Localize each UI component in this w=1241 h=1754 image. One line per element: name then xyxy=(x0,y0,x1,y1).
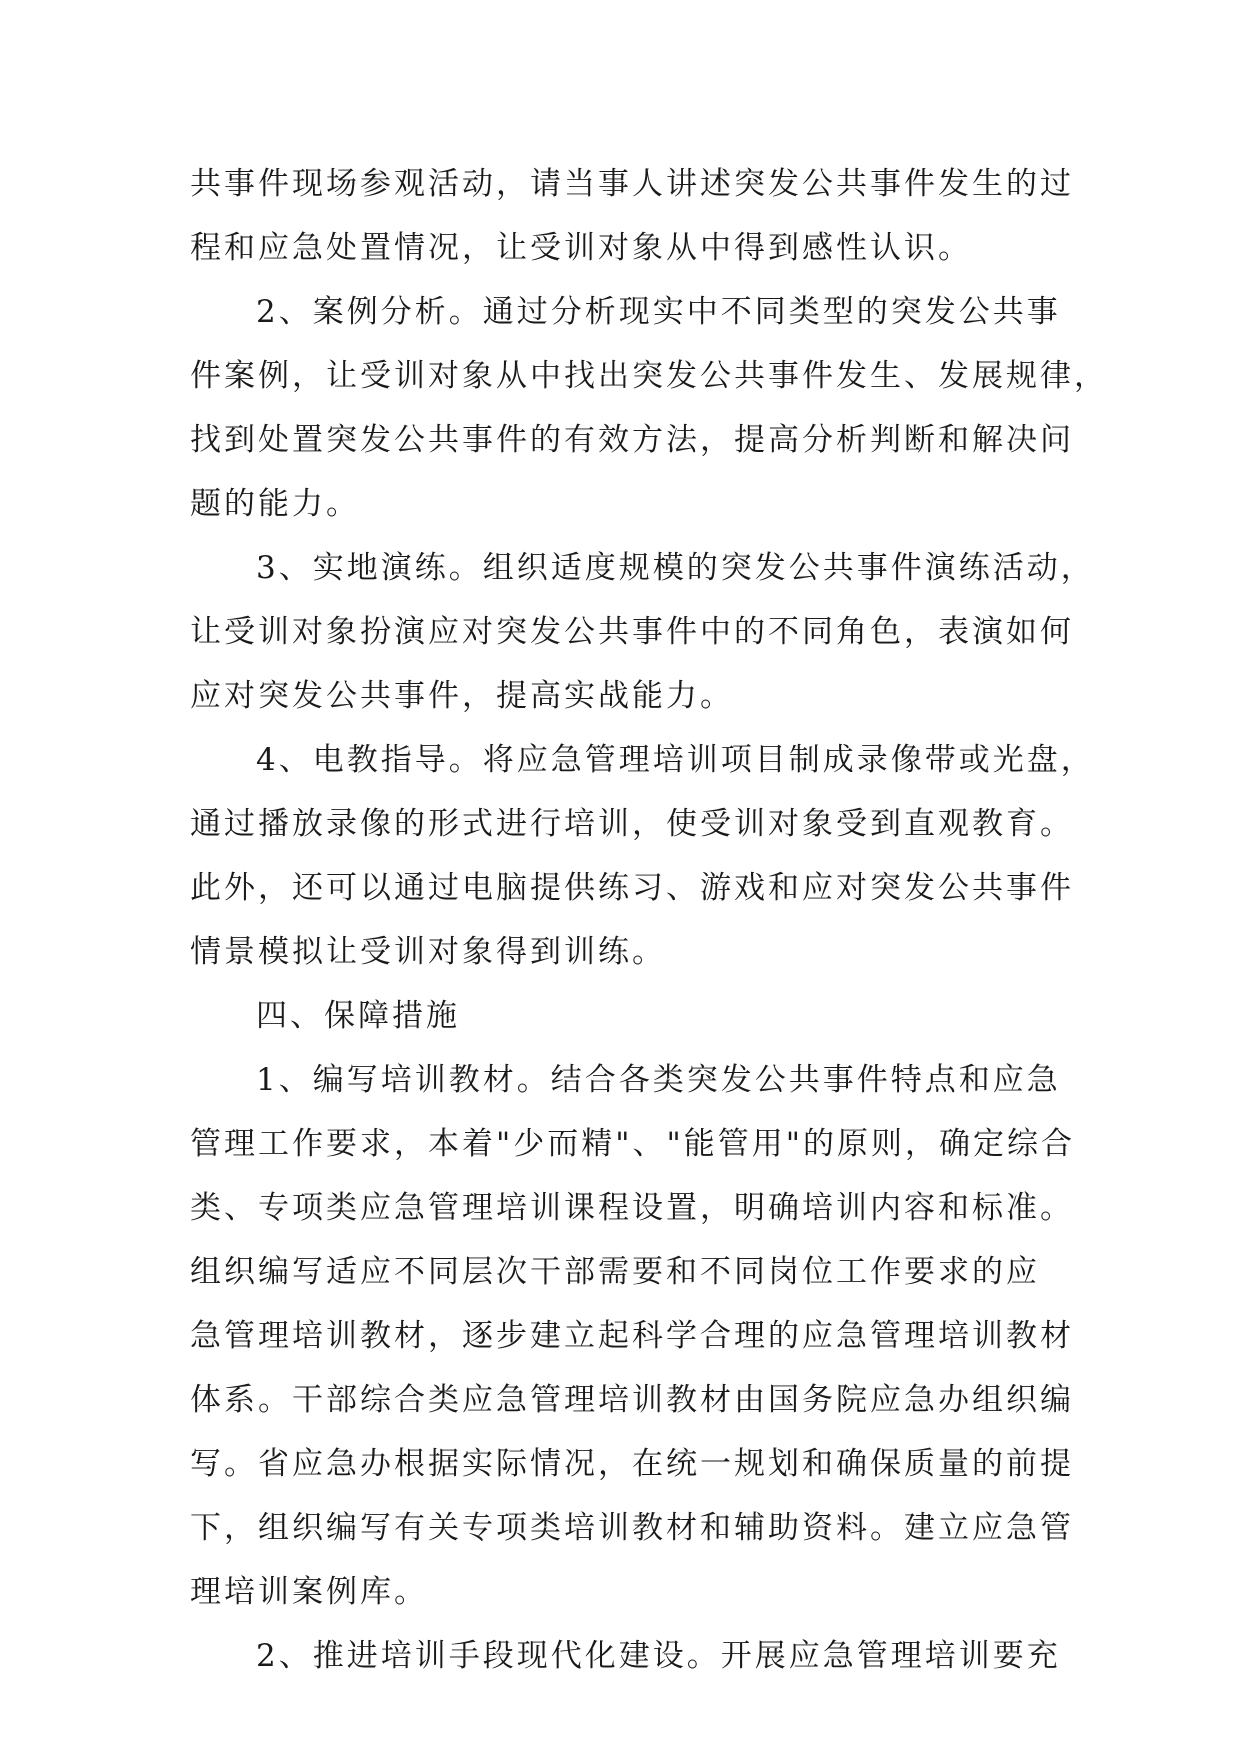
text-line: 找到处置突发公共事件的有效方法，提高分析判断和解决问 xyxy=(190,422,1074,458)
text-line: 类、专项类应急管理培训课程设置，明确培训内容和标准。 xyxy=(190,1190,1074,1226)
text-line: 理培训案例库。 xyxy=(190,1574,428,1610)
text-line: 让受训对象扮演应对突发公共事件中的不同角色，表演如何 xyxy=(190,614,1074,650)
paragraph-start-line: 4、电教指导。将应急管理培训项目制成录像带或光盘， xyxy=(256,742,1095,778)
text-line: 急管理培训教材，逐步建立起科学合理的应急管理培训教材 xyxy=(190,1318,1074,1354)
text-line: 写。省应急办根据实际情况，在统一规划和确保质量的前提 xyxy=(190,1446,1074,1482)
paragraph-start-line: 2、案例分析。通过分析现实中不同类型的突发公共事 xyxy=(256,294,1061,330)
text-line: 管理工作要求，本着"少而精"、"能管用"的原则，确定综合 xyxy=(190,1126,1076,1162)
text-line: 通过播放录像的形式进行培训，使受训对象受到直观教育。 xyxy=(190,806,1074,842)
paragraph-start-line: 2、推进培训手段现代化建设。开展应急管理培训要充 xyxy=(256,1638,1061,1674)
text-line: 件案例，让受训对象从中找出突发公共事件发生、发展规律， xyxy=(190,358,1108,394)
text-line: 组织编写适应不同层次干部需要和不同岗位工作要求的应 xyxy=(190,1254,1040,1290)
document-body xyxy=(190,152,1108,1688)
text-line: 此外，还可以通过电脑提供练习、游戏和应对突发公共事件 xyxy=(190,870,1074,906)
paragraph-start-line: 3、实地演练。组织适度规模的突发公共事件演练活动， xyxy=(256,550,1095,586)
text-line: 情景模拟让受训对象得到训练。 xyxy=(190,934,666,970)
paragraph-start-line: 1、编写培训教材。结合各类突发公共事件特点和应急 xyxy=(256,1062,1061,1098)
text-line: 下，组织编写有关专项类培训教材和辅助资料。建立应急管 xyxy=(190,1510,1074,1546)
text-line: 体系。干部综合类应急管理培训教材由国务院应急办组织编 xyxy=(190,1382,1074,1418)
text-line: 共事件现场参观活动，请当事人讲述突发公共事件发生的过 xyxy=(190,166,1074,202)
text-line: 题的能力。 xyxy=(190,486,360,522)
section-heading: 四、保障措施 xyxy=(256,998,460,1034)
text-line: 程和应急处置情况，让受训对象从中得到感性认识。 xyxy=(190,230,972,266)
text-line: 应对突发公共事件，提高实战能力。 xyxy=(190,678,734,714)
